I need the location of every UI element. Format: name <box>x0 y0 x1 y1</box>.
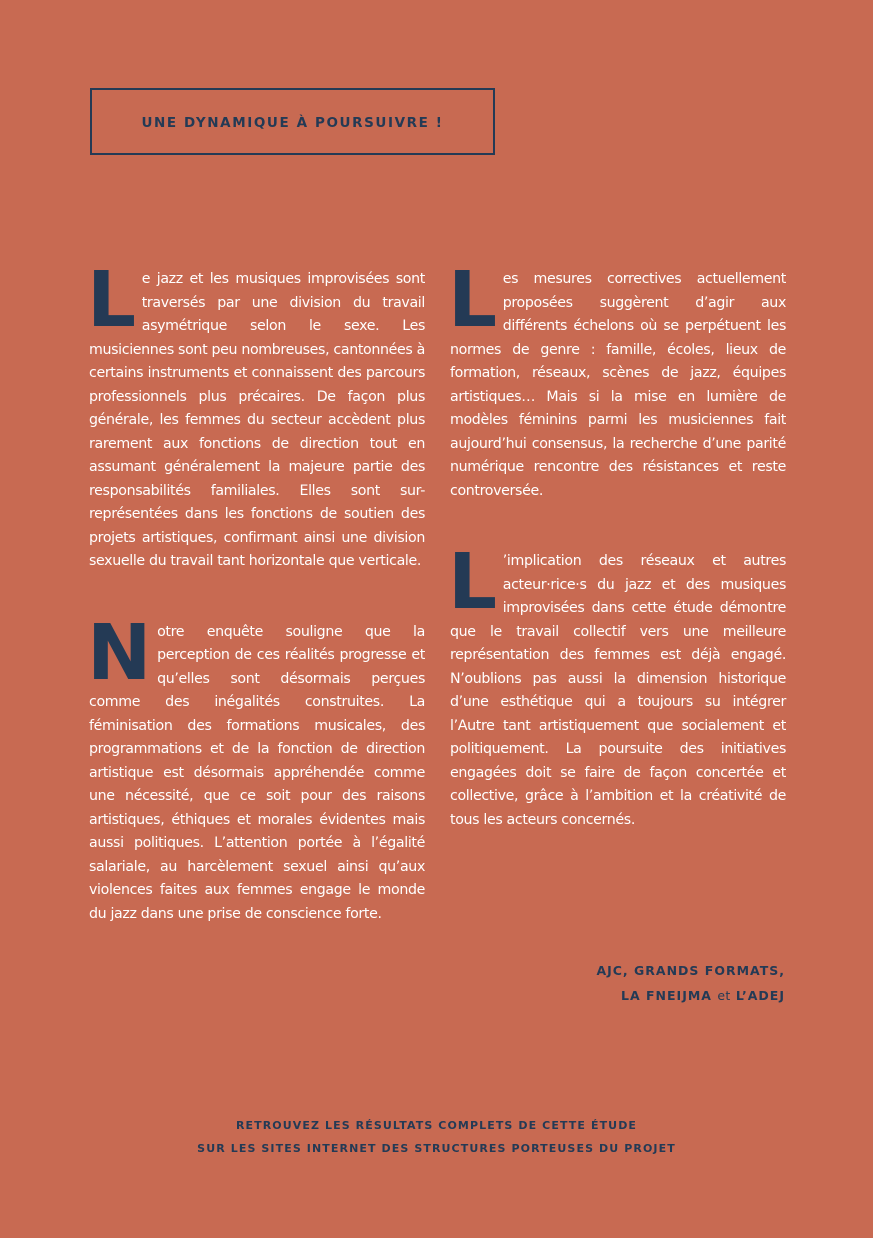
paragraph-2-text: otre enquête souligne que la perception de ces réalités progresse et qu’elles sont désormais perçues comme des inégalités construites. La féminisation des formations musicales, des programmations et de la fonction de direction artistique est désormais appréhendée comme une nécessité, que ce soit pour des raisons artistiques, éthiques et morales évidentes mais aussi politiques. L’attention portée à l’égalité salariale, au harcèlement sexuel ainsi qu’aux violences faites aux femmes engage le monde du jazz dans une prise de conscience forte. <box>89 623 425 922</box>
signature-et: et <box>717 988 731 1003</box>
paragraph-1 <box>87 256 425 574</box>
paragraph-1-text: e jazz et les musiques improvisées sont traversés par une division du travail asymétrique selon le sexe. Les musiciennes sont peu nombreuses, cantonnées à certains instruments et connaissent des parcours professionnels plus précaires. De façon plus générale, les femmes du secteur accèdent plus rarement aux fonctions de direction tout en assumant généralement la majeure partie des responsabilités familiales. Elles sont sur-représentées dans les fonctions de soutien des projets artistiques, confirmant ainsi une division sexuelle du travail tant horizontale que verticale. <box>89 271 425 569</box>
footer-line-1: RETROUVEZ LES RÉSULTATS COMPLETS DE CETTE ÉTUDE <box>235 1119 638 1132</box>
section-title-box <box>90 88 495 155</box>
footer-line-2: SUR LES SITES INTERNET DES STRUCTURES PORTEUSES DU PROJET <box>197 1142 676 1155</box>
right-text-column <box>448 256 786 832</box>
paragraph-4-text: ’implication des réseaux et autres acteur·rice·s du jazz et des musiques improvisées dans cette étude démontre que le travail collectif vers une meilleure représentation des femmes est déjà engagé. N’oublions pas aussi la dimension historique d’une esthétique qui a toujours su intégrer l’Autre tant artistiquement que socialement et politiquement. La poursuite des initiatives engagées doit se faire de façon concertée et collective, grâce à l’ambition et la créativité de tous les acteurs concernés. <box>450 553 786 828</box>
dropcap-4: L <box>448 538 497 627</box>
signature-line-1: AJC, GRANDS FORMATS, <box>596 963 785 978</box>
paragraph-4 <box>448 538 786 832</box>
dropcap-1: L <box>87 256 136 345</box>
footer-note <box>0 1114 873 1160</box>
signature-block <box>596 958 785 1008</box>
dropcap-3: L <box>448 256 497 345</box>
dropcap-2: N <box>87 608 152 698</box>
signature-line-2 <box>596 983 785 1008</box>
signature-fneijma: LA FNEIJMA <box>621 988 712 1003</box>
left-text-column <box>87 256 425 926</box>
paragraph-2 <box>87 608 425 927</box>
paragraph-3 <box>448 256 786 503</box>
paragraph-3-text: es mesures correctives actuellement proposées suggèrent d’agir aux différents échelons où se perpétuent les normes de genre : famille, écoles, lieux de formation, réseaux, scènes de jazz, équipes artistiques… Mais si la mise en lumière de modèles féminins parmi les musiciennes fait aujourd’hui consensus, la recherche d’une parité numérique rencontre des résistances et reste controversée. <box>450 271 786 499</box>
signature-adej: L’ADEJ <box>735 988 785 1003</box>
section-title: UNE DYNAMIQUE À POURSUIVRE ! <box>141 115 444 131</box>
